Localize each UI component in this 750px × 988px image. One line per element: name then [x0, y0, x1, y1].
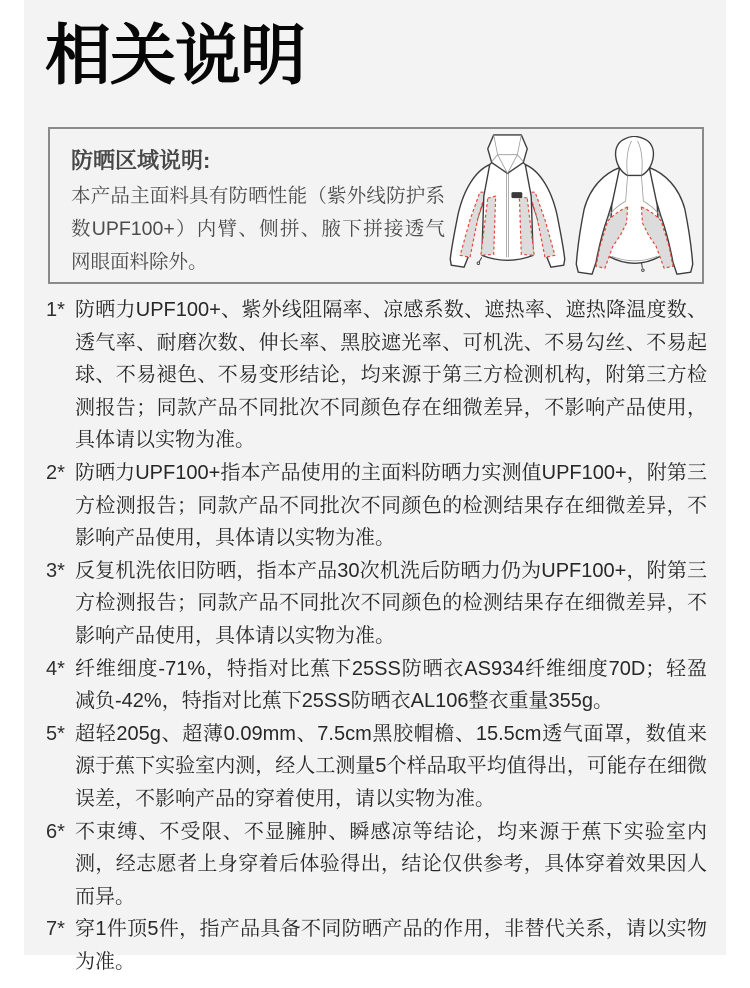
sunbox-heading: 防晒区域说明:	[71, 148, 211, 173]
page-title: 相关说明	[45, 18, 305, 92]
note-text: 超轻205g、超薄0.09mm、7.5cm黑胶帽檐、15.5cm透气面罩，数值来源于蕉下实验室内测，经人工测量5个样品取平均值得出，可能存在细微误差，不影响产品的穿着使用，请以实物为准。	[75, 722, 707, 810]
note-text: 防晒力UPF100+、紫外线阻隔率、凉感系数、遮热率、遮热降温度数、透气率、耐磨次数、伸长率、黑胶遮光率、可机洗、不易勾丝、不易起球、不易褪色、不易变形结论，均来源于第三方检测机构，附第三方检测报告；同款产品不同批次不同颜色存在细微差异，不影响产品使用，具体请以实物为准。	[75, 299, 707, 452]
note-item	[46, 913, 707, 978]
content-card	[24, 0, 726, 973]
note-label: 6*	[46, 820, 65, 843]
note-text: 反复机洗依旧防晒，指本产品30次机洗后防晒力仍为UPF100+，附第三方检测报告；同款产品不同批次不同颜色的检测结果存在细微差异，不影响产品使用，具体请以实物为准。	[75, 559, 707, 647]
jacket-front-illustration	[448, 131, 567, 281]
note-item	[46, 653, 707, 718]
note-item	[46, 457, 707, 555]
note-text: 纤维细度-71%，特指对比蕉下25SS防晒衣AS934纤维细度70D；轻盈减负-42%，特指对比蕉下25SS防晒衣AL106整衣重量355g。	[75, 657, 707, 713]
note-item	[46, 294, 707, 457]
note-text: 穿1件顶5件，指产品具备不同防晒产品的作用，非替代关系，请以实物为准。	[75, 918, 707, 973]
sun-protection-area-box	[48, 127, 704, 284]
note-text: 防晒力UPF100+指本产品使用的主面料防晒力实测值UPF100+，附第三方检测报告；同款产品不同批次不同颜色的检测结果存在细微差异，不影响产品使用，具体请以实物为准。	[75, 461, 707, 550]
note-label: 3*	[46, 559, 65, 582]
note-item	[46, 718, 707, 816]
note-label: 4*	[46, 657, 65, 680]
note-item	[46, 555, 707, 653]
note-item	[46, 816, 707, 914]
note-label: 5*	[46, 722, 65, 745]
footnotes-list	[46, 294, 707, 978]
jacket-illustrations	[448, 131, 697, 282]
note-label: 7*	[46, 918, 65, 941]
jacket-back-illustration	[572, 136, 697, 284]
note-label: 2*	[46, 461, 65, 484]
note-label: 1*	[46, 299, 65, 321]
note-text: 不束缚、不受限、不显臃肿、瞬感凉等结论，均来源于蕉下实验室内测，经志愿者上身穿着后体验得出，结论仅供参考，具体穿着效果因人而异。	[75, 820, 707, 908]
sunbox-body-text: 本产品主面料具有防晒性能（紫外线防护系数UPF100+）内臂、侧拼、腋下拼接透气网眼面料除外。	[71, 185, 445, 273]
